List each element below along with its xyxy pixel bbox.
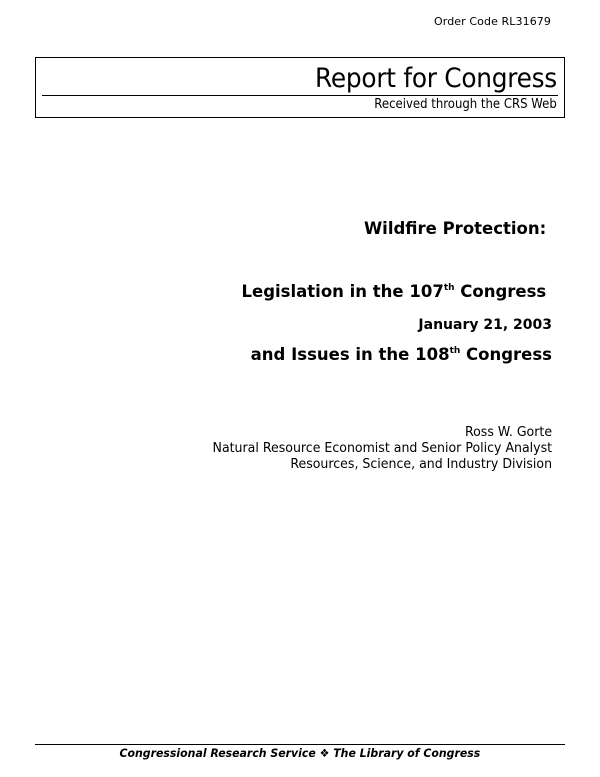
report-title	[242, 176, 553, 386]
banner-title: Report for Congress	[315, 63, 557, 94]
report-date: January 21, 2003	[418, 317, 552, 333]
author-block	[187, 424, 552, 472]
title-line-3-text: and Issues in the 108	[250, 345, 450, 364]
order-code: Order Code RL31679	[434, 15, 551, 28]
footer-library: The Library of Congress	[333, 746, 481, 760]
banner-subtitle: Received through the CRS Web	[374, 97, 557, 112]
author-name: Ross W. Gorte	[464, 424, 552, 440]
title-line-3-text-end: Congress	[460, 345, 552, 364]
author-position: Natural Resource Economist and Senior Policy Analyst	[212, 440, 552, 456]
diamond-icon: ❖	[319, 746, 330, 760]
ordinal-suffix: th	[449, 345, 461, 356]
title-line-2-text: Legislation in the 107	[241, 282, 444, 301]
footer-organization: Congressional Research Service	[119, 746, 316, 760]
footer	[0, 745, 600, 761]
ordinal-suffix: th	[443, 282, 455, 293]
author-division: Resources, Science, and Industry Division	[290, 456, 552, 472]
title-line-3	[242, 344, 553, 365]
title-line-2	[242, 281, 553, 302]
title-line-1-text: Wildfire Protection:	[363, 219, 552, 238]
report-banner	[35, 57, 565, 118]
title-line-1	[242, 218, 553, 239]
title-line-2-text-end: Congress	[454, 282, 552, 301]
banner-divider	[42, 95, 558, 96]
